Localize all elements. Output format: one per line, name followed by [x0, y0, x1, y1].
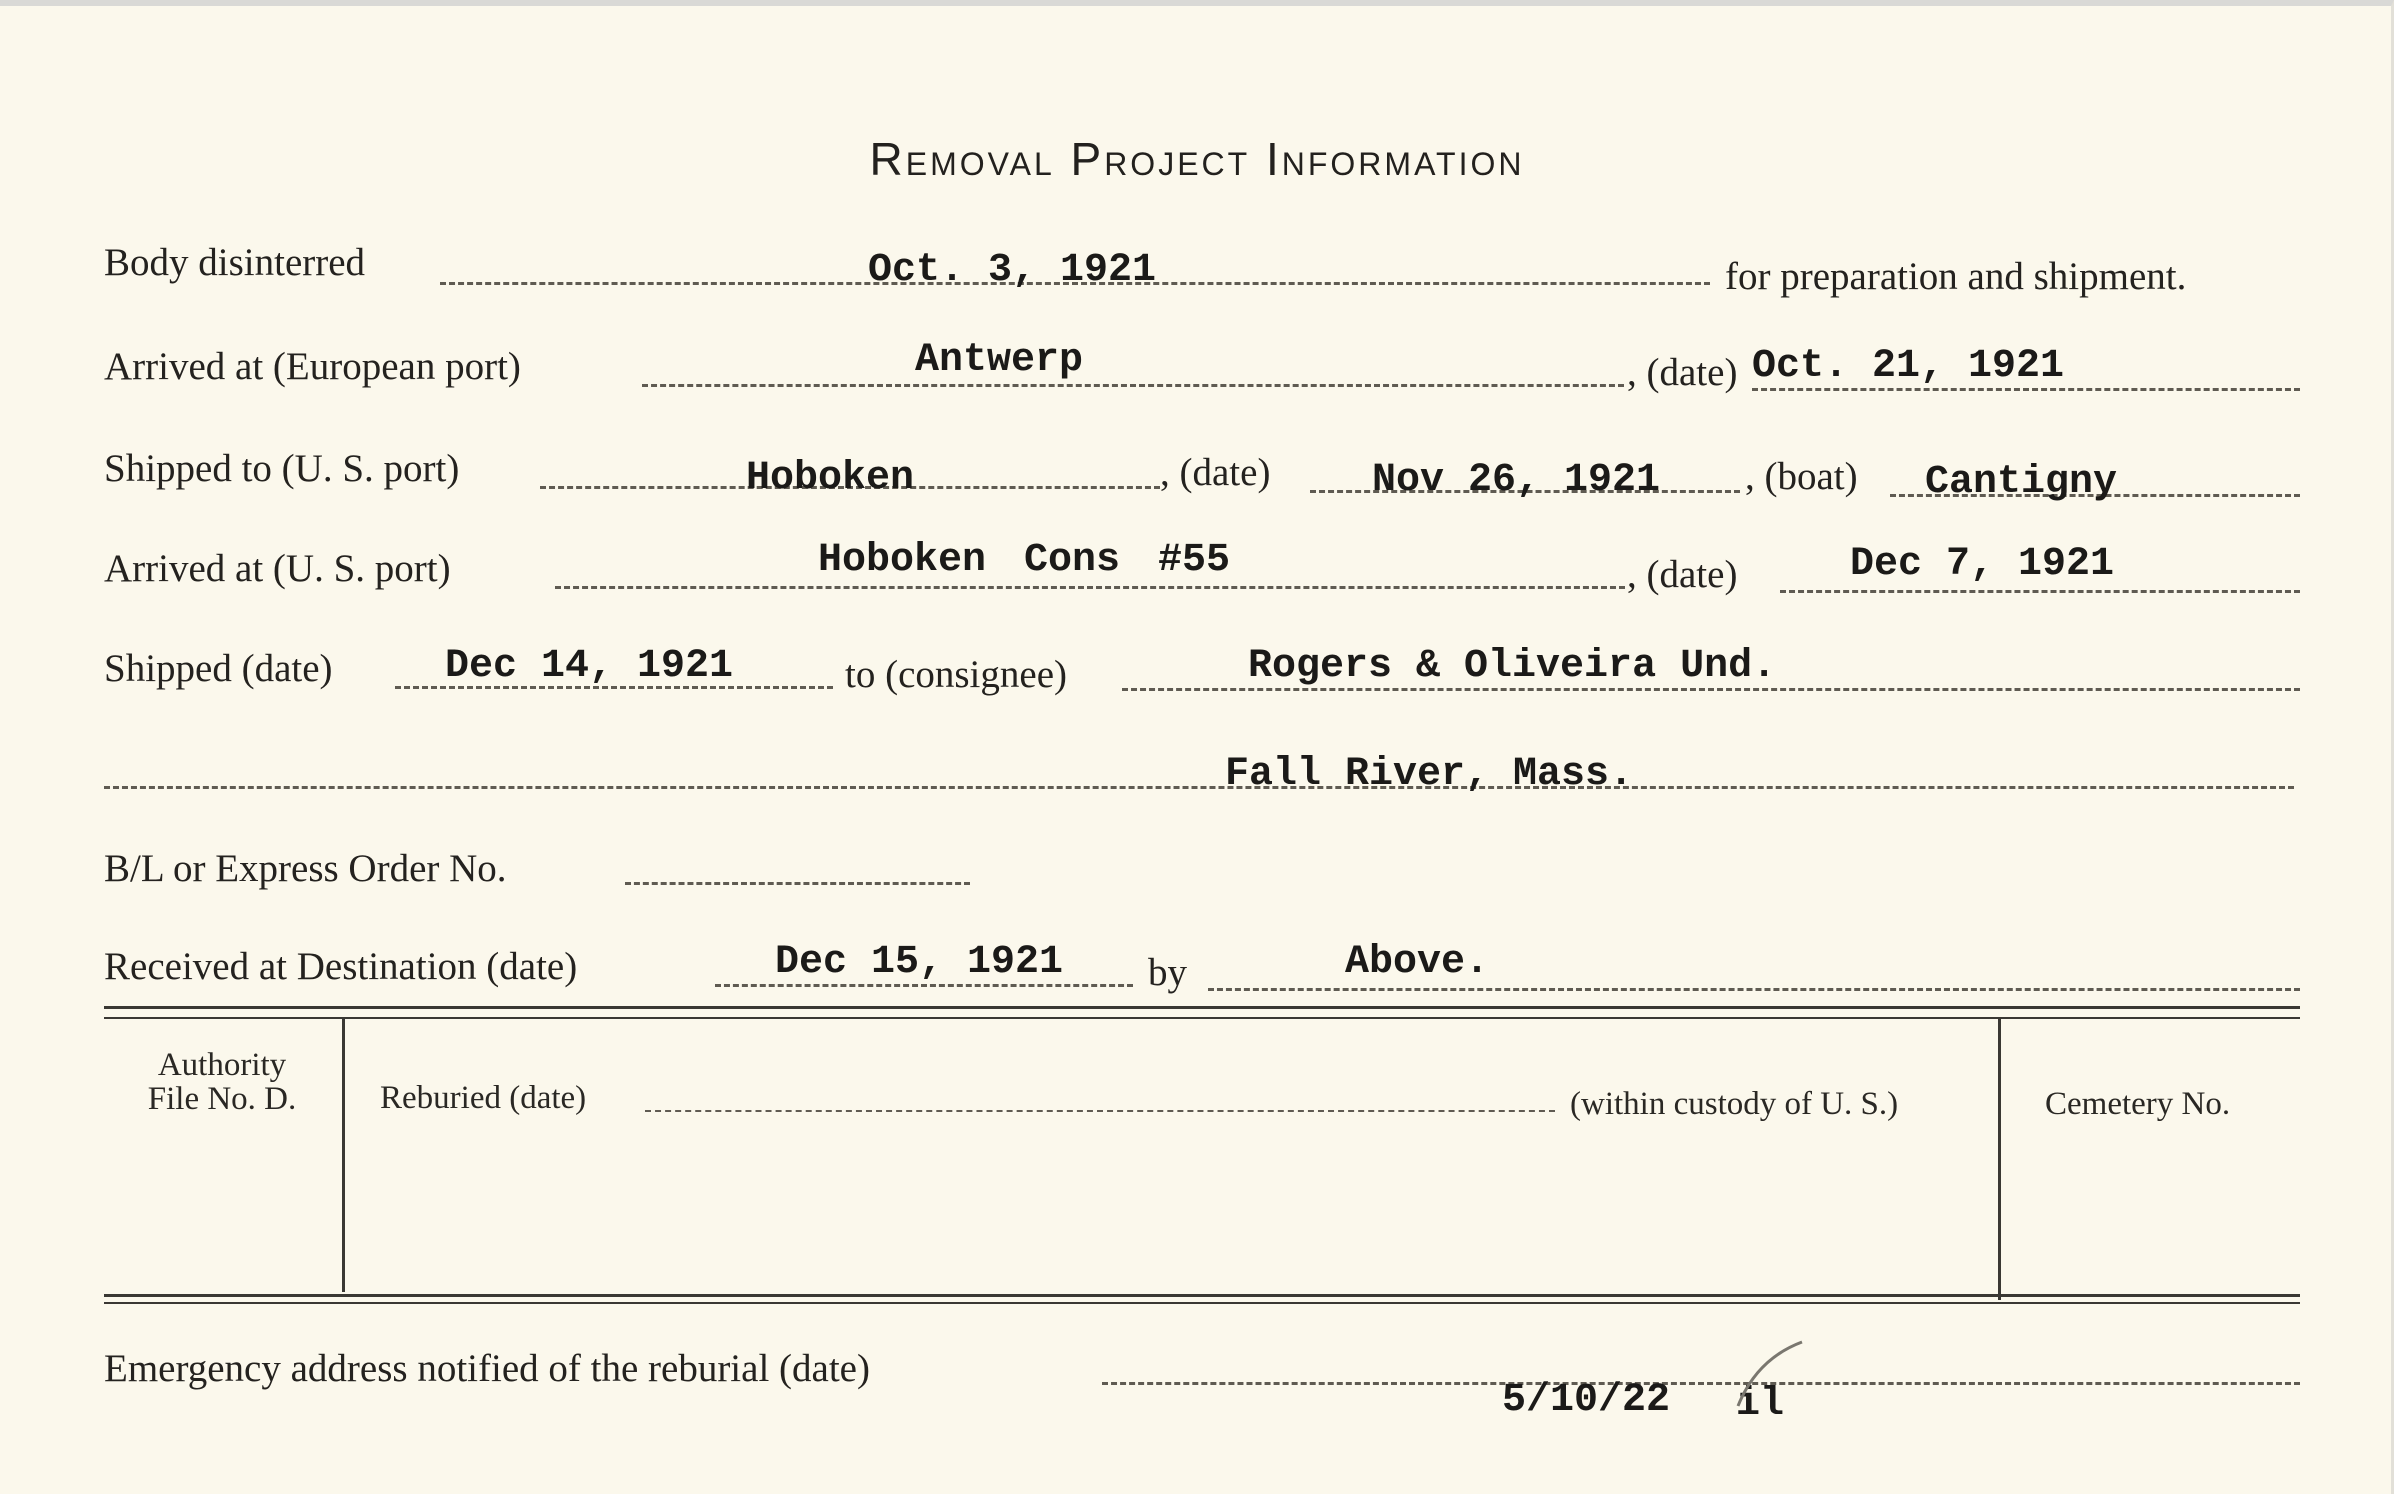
arrived-european-date-label: , (date) [1627, 351, 1738, 394]
arrived-european-port-line [642, 384, 1624, 387]
arrived-european-port-value: Antwerp [915, 338, 1084, 383]
emergency-line [1102, 1382, 2300, 1385]
body-disinterred-label: Body disinterred [104, 241, 366, 284]
consignee-value: Rogers & Oliveira Und. [1248, 644, 1777, 689]
reburied-line [645, 1110, 1555, 1112]
authority-label-line1: Authority [157, 1047, 287, 1083]
received-destination-value: Dec 15, 1921 [775, 940, 1064, 985]
arrived-european-port-label: Arrived at (European port) [104, 345, 521, 388]
received-destination-label: Received at Destination (date) [104, 945, 578, 988]
emergency-label: Emergency address notified of the reburial (date) [104, 1347, 870, 1390]
consignee-label: to (consignee) [845, 653, 1068, 696]
shipped-to-date-value: Nov 26, 1921 [1372, 458, 1661, 503]
custody-label: (within custody of U. S.) [1570, 1086, 1899, 1122]
emergency-initials-value: il [1736, 1382, 1785, 1427]
authority-label [114, 1048, 330, 1116]
shipped-to-date-label: , (date) [1160, 451, 1271, 494]
form-title: Removal Project Information [869, 133, 1525, 185]
shipped-date-label: Shipped (date) [104, 647, 333, 690]
table-top-rule [104, 1006, 2300, 1009]
arrived-us-port-line [555, 586, 1625, 589]
received-by-value: Above. [1345, 940, 1490, 985]
shipped-date-value: Dec 14, 1921 [445, 644, 734, 689]
pencil-checkmark-icon [1730, 1336, 1810, 1416]
arrived-us-port-label: Arrived at (U. S. port) [104, 547, 451, 590]
table-bottom-rule-2 [104, 1302, 2300, 1304]
arrived-us-port-value: Hoboken Cons #55 [818, 538, 1231, 583]
body-disinterred-value: Oct. 3, 1921 [868, 248, 1157, 293]
shipped-to-boat-label: , (boat) [1745, 455, 1858, 498]
body-disinterred-suffix: for preparation and shipment. [1725, 255, 2187, 298]
bl-express-order-line [625, 882, 970, 885]
received-by-label: by [1148, 951, 1187, 994]
received-by-line [1208, 988, 2300, 991]
arrived-us-date-label: , (date) [1627, 553, 1738, 596]
table-divider-right [1998, 1019, 2001, 1300]
arrived-european-date-value: Oct. 21, 1921 [1752, 344, 2065, 389]
table-bottom-rule [104, 1294, 2300, 1297]
arrived-us-date-value: Dec 7, 1921 [1850, 542, 2115, 587]
consignee-address-value: Fall River, Mass. [1225, 752, 1634, 797]
emergency-date-value: 5/10/22 [1502, 1378, 1671, 1423]
bl-express-order-label: B/L or Express Order No. [104, 847, 507, 890]
consignee-address-line [104, 786, 2294, 789]
reburied-label: Reburied (date) [380, 1080, 587, 1116]
shipped-to-us-port-value: Hoboken [746, 456, 915, 501]
shipped-to-us-port-label: Shipped to (U. S. port) [104, 447, 460, 490]
shipped-to-boat-value: Cantigny [1925, 460, 2118, 505]
table-top-rule-2 [104, 1017, 2300, 1019]
arrived-us-date-line [1780, 590, 2300, 593]
authority-label-line2: File No. D. [147, 1081, 297, 1117]
table-divider-left [342, 1019, 345, 1292]
cemetery-label: Cemetery No. [2045, 1086, 2231, 1122]
